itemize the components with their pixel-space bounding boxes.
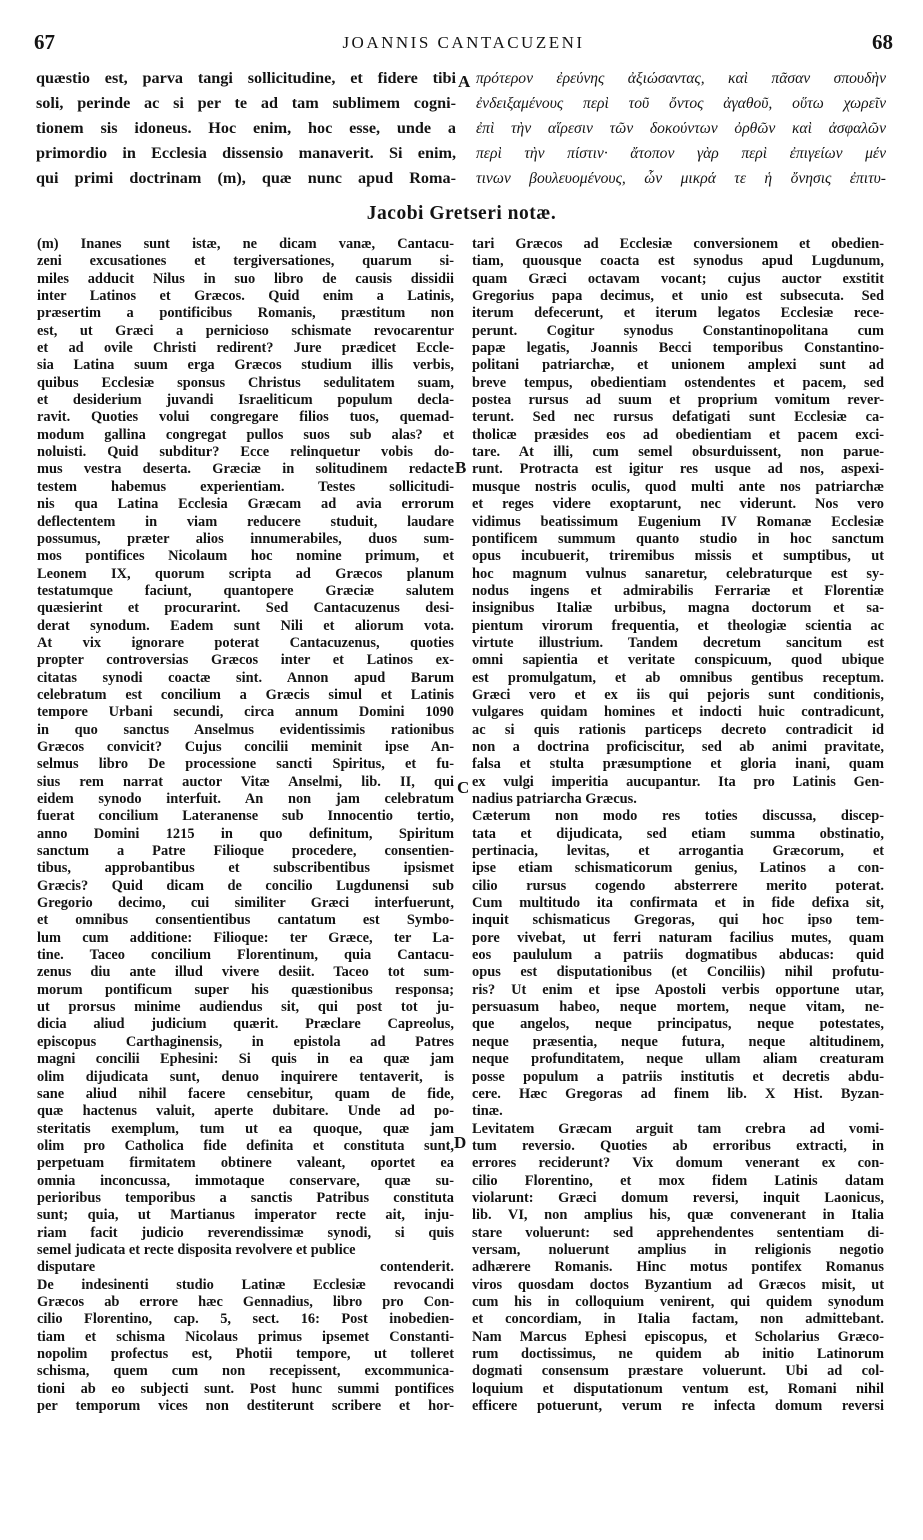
text-line: pore vivebat, ut ferri naturam facilius mutes, quam xyxy=(472,929,884,946)
text-line: non a doctrina proficiscitur, sed ab animi pravitate, xyxy=(472,738,884,755)
text-line: loquium et disputationum ventum est, Romani nihil xyxy=(472,1380,884,1397)
text-line: pontificem summum quanto studio in hoc sanctum xyxy=(472,530,884,547)
text-line: pientum virorum frequentia, et theologiæ scientia ac xyxy=(472,617,884,634)
text-line: tionem sis idoneus. Hoc enim, hoc esse, unde a xyxy=(36,119,456,137)
text-line: et ad ovile Christi redirent? Jure prædicet Eccle- xyxy=(37,340,454,357)
text-line: politani patriarchæ, et unionem amplexi sunt ad xyxy=(472,357,884,374)
text-line: schisma, quem cum non recepissent, excommunica- xyxy=(37,1363,454,1380)
page-number-right: 68 xyxy=(872,30,893,54)
text-line: postea rursus ad suum et proprium vomitum rever- xyxy=(472,392,884,409)
text-line: testem habemus experientiam. Testes sollicitudi- xyxy=(37,478,454,495)
text-line: zeni excusationes et tergiversationes, quarum si- xyxy=(37,253,454,270)
margin-letter-d: D xyxy=(454,1133,467,1152)
page-header xyxy=(34,30,893,60)
text-line: propter controversias Græcos inter et Latinos ex- xyxy=(37,652,454,669)
text-line: τινων βουλευομένους, ὧν μικρά τε ἡ ὄνησις ἐπιτυ- xyxy=(476,170,886,187)
text-line: lib. VI, non amplius his, quæ convenerant in Italia xyxy=(472,1207,884,1224)
text-line: tholicæ præsides eos ad obedientiam et pacem exci- xyxy=(472,426,884,443)
text-line: pertinacia, levitas, et arrogantia Græcorum, et xyxy=(472,843,884,860)
text-line: eos paululum a patriis dogmatibus abducas: quid xyxy=(472,947,884,964)
text-line: terunt. Sed nec rursus defatigati sunt Ecclesiæ ca- xyxy=(472,409,884,426)
text-line: vulgares quidam homines et indocti huic contradicunt, xyxy=(472,704,884,721)
text-line: efficere potuerunt, verum re infecta domum reversi xyxy=(472,1398,884,1415)
text-line: ἐνδειξαμένους περὶ τοῦ ὄντος ἀγαθοῦ, οὕτω χωρεῖν xyxy=(476,95,886,112)
text-line: tempore Urbani secundi, circa annum Domini 1090 xyxy=(37,704,454,721)
text-line: dicia aliud judicium quærit. Præclare Capreolus, xyxy=(37,1016,454,1033)
text-line: breve tempus, obedientiam ostendentes et pacem, sed xyxy=(472,374,884,391)
text-line: ἐπὶ τὴν αἵρεσιν τῶν δοκούντων ὀρθῶν καὶ ἀσφαλῶν xyxy=(476,120,886,137)
text-line: sia Latina suum erga Græcos studium illis verbis, xyxy=(37,357,454,374)
text-line: Nam Marcus Ephesi episcopus, et Scholarius Græco- xyxy=(472,1328,884,1345)
text-line: ravit. Quoties volui congregare filios tuos, quemad- xyxy=(37,409,454,426)
text-line: persuasum habeo, neque mortem, neque vitam, ne- xyxy=(472,999,884,1016)
text-line: quæsierint et procurarint. Sed Cantacuzenus desi- xyxy=(37,600,454,617)
text-line: inquit schismaticus Gregoras, qui hoc ipso tem- xyxy=(472,912,884,929)
text-line: derat synodum. Eadem sunt Nili et aliorum vota. xyxy=(37,617,454,634)
text-line: quæ hactenus valuit, aperte dubitare. Unde ad po- xyxy=(37,1103,454,1120)
text-line: in quo sanctus Anselmus evidentissimis rationibus xyxy=(37,721,454,738)
text-line: celebratum est concilium a Græcis simul et Latinis xyxy=(37,686,454,703)
text-line: ac si quis rationis particeps decreto contradicit id xyxy=(472,721,884,738)
text-line: virtute illustrium. Tandem decretum sancitum est xyxy=(472,634,884,651)
text-line: olim dijudicata sunt, denuo inquirere tentaverit, is xyxy=(37,1068,454,1085)
text-line: per temporum vices non destiterunt scribere et hor- xyxy=(37,1398,454,1415)
text-line: nadius patriarcha Græcus. xyxy=(472,791,637,807)
text-line: cilio Florentino, cap. 5, sect. 16: Post inobedien- xyxy=(37,1311,454,1328)
text-line: tum reversio. Quoties ab erroribus extracti, in xyxy=(472,1137,884,1154)
text-line: Leonem IX, quorum scripta ad Græcos planum xyxy=(37,565,454,582)
notes-heading: Jacobi Gretseri notæ. xyxy=(366,203,557,224)
text-line: cilio rursus cogendo absterrere merito poterat. xyxy=(472,877,884,894)
text-line: que angelos, neque principatus, neque potestates, xyxy=(472,1016,884,1033)
text-line: musque nostris oculis, quod multi ante nos patriarchæ xyxy=(472,478,884,495)
text-line: violarunt: Græci domum reversi, inquit Laonicus, xyxy=(472,1189,884,1206)
text-line: opus incubuerit, triremibus missis et sumptibus, ut xyxy=(472,548,884,565)
text-line: dogmati consensum præstare voluerunt. Ubi ad col- xyxy=(472,1363,884,1380)
text-line: tioni ab eo subjecti sunt. Post hunc summi pontifices xyxy=(37,1380,454,1397)
text-line: cum his in colloquium venirent, qui quidem synodum xyxy=(472,1293,884,1310)
text-line: adhærere Romanis. Hinc motus pontifex Romanus xyxy=(472,1259,884,1276)
notes-column-right xyxy=(472,236,884,1415)
text-line: (m) Inanes sunt istæ, ne dicam vanæ, Cantacu- xyxy=(37,236,454,252)
text-line: ex vulgi imperitia aucupantur. Ita pro Latinis Gen- xyxy=(472,773,884,790)
text-line: Gregorius papa decimus, et unio est subsecuta. Sed xyxy=(472,288,884,305)
text-line: lum cum additione: Filioque: ter Græce, ter La- xyxy=(37,929,454,946)
text-line: episcopus Carthaginensis, in epistola ad Patres xyxy=(37,1033,454,1050)
text-line: et omnibus consentientibus cantatum est Symbo- xyxy=(37,912,454,929)
text-line: primordio in Ecclesia dissensio manaverit. Si enim, xyxy=(36,144,456,162)
text-line: At vix ignorare poterat Cantacuzenus, quoties xyxy=(37,634,454,651)
text-line: inter Latinos et Græcos. Quid enim a Latinis, xyxy=(37,288,454,305)
text-line: quæstio est, parva tangi sollicitudine, et fidere tibi xyxy=(36,69,456,87)
text-line: falsa et stulta præsumptione et gloria inani, quam xyxy=(472,756,884,773)
text-line: ris? Ut enim et ipse Apostoli verbis opportune utar, xyxy=(472,981,884,998)
text-line: insignibus Italiæ urbibus, magna doctorum et sa- xyxy=(472,600,884,617)
greek-text-column xyxy=(476,66,886,191)
text-line: tari Græcos ad Ecclesiæ conversionem et obedien- xyxy=(472,236,884,252)
text-line: eidem synodo interfuit. An non jam celebratum xyxy=(37,791,454,807)
text-line: De indesinenti studio Latinæ Ecclesiæ revocandi xyxy=(37,1276,454,1293)
text-line: neque præsentia, neque futura, neque altitudinem, xyxy=(472,1033,884,1050)
text-line: et desiderium juvandi Israeliticum populum decla- xyxy=(37,392,454,409)
text-line: sius rem narrat auctor Vitæ Anselmi, lib. II, qui xyxy=(37,773,454,790)
text-line: anno Domini 1215 in quo definitum, Spiritum xyxy=(37,825,454,842)
text-line: omni sapientia et veritate conspicuum, quod ubique xyxy=(472,652,884,669)
text-line: nis qua Latina Ecclesia Græcam ad avia errorum xyxy=(37,496,454,513)
latin-text-column xyxy=(36,66,456,191)
text-line: tare. At illi, cum semel obsurduissent, non parue- xyxy=(472,444,884,461)
text-line: morum pontificum super his quæstionibus responsa; xyxy=(37,981,454,998)
text-line: et concordiam, in Italia factam, non admittebant. xyxy=(472,1311,884,1328)
text-line: possumus, præter alios innumerabiles, duos sum- xyxy=(37,530,454,547)
margin-letter-c: C xyxy=(457,778,470,797)
text-line: neque profunditatem, neque ullam aliam creaturam xyxy=(472,1051,884,1068)
text-line: magni concilii Ephesini: Si quis in ea quæ jam xyxy=(37,1051,454,1068)
text-line: citatas synodi coactæ sint. Annon apud Barum xyxy=(37,669,454,686)
text-line: papæ legatis, Joannis Becci temporibus Constantino- xyxy=(472,340,884,357)
text-line: modum gallina congregat pullos suos sub alas? et xyxy=(37,426,454,443)
text-line: soli, perinde ac si per te ad tam sublimem cogni- xyxy=(36,94,456,112)
text-line: vidimus beatissimum Eugenium IV Romanæ Ecclesiæ xyxy=(472,513,884,530)
text-line: πρότερον ἐρεύνης ἀξιώσαντας, καὶ πᾶσαν σπουδὴν xyxy=(476,70,886,87)
text-line: versam, noluerunt amplius in religionis negotio xyxy=(472,1241,884,1258)
text-line: posse populum a patriis institutis et decretis abdu- xyxy=(472,1068,884,1085)
text-line: zenus diu ante illud vivere desiit. Taceo tot sum- xyxy=(37,964,454,981)
text-line: nodus ingens et admirabilis Ferrariæ et Florentiæ xyxy=(472,582,884,599)
text-line: Cæterum non modo res toties discussa, discep- xyxy=(472,808,884,825)
text-line: est promulgatum, et ab omnibus gentibus receptum. xyxy=(472,669,884,686)
text-line: tata et dijudicata, sed etiam summa obstinatio, xyxy=(472,825,884,842)
text-line: perunt. Cogitur synodus Constantinopolitana cum xyxy=(472,322,884,339)
text-line: qui primi doctrinam (m), quæ nunc apud Roma- xyxy=(36,169,456,187)
running-title: JOANNIS CANTACUZENI xyxy=(342,33,585,52)
text-line: tiam, quousque coacta est synodus apud Lugdunum, xyxy=(472,253,884,270)
text-line: perpetuam firmitatem obtinere valeant, oportet ea xyxy=(37,1155,454,1172)
text-line: omnia inconcussa, immotaque conservare, quæ su- xyxy=(37,1172,454,1189)
text-line: stare voluerunt: sed apprehendentes sententiam di- xyxy=(472,1224,884,1241)
text-line: opus est disputationibus (et Conciliis) nihil profutu- xyxy=(472,964,884,981)
text-line: mos pontifices Nicolaum hoc nomine primum, et xyxy=(37,548,454,565)
text-line: tinæ. xyxy=(472,1103,503,1120)
text-line: sanctum a Patre Filioque procedere, consentien- xyxy=(37,843,454,860)
text-line: tine. Taceo concilium Florentinum, quia Cantacu- xyxy=(37,947,454,964)
text-line: miles adducit Nilus in suo libro de causis dissidii xyxy=(37,270,454,287)
text-line: hoc magnum vulnus sanaretur, celebraturque est sy- xyxy=(472,565,884,582)
text-line: præsertim a pontificibus Romanis, præstitum non xyxy=(37,305,454,322)
text-line: rum doctissimus, ne quidem ab initio Latinorum xyxy=(472,1346,884,1362)
text-line: Græcis? Quid dicam de concilio Lugdunensi sub xyxy=(37,877,454,894)
text-line: quam Græci octavam vocant; cujus auctor exstitit xyxy=(472,270,884,287)
text-line: Græcos convicit? Cujus concilii meminit ipse An- xyxy=(37,738,454,755)
text-line: Levitatem Græcam arguit tam crebra ad vomi- xyxy=(472,1120,884,1137)
text-line: semel judicata et recte disposita revolvere et publice xyxy=(37,1241,356,1258)
text-line: disputare contenderit. xyxy=(37,1259,454,1276)
margin-letter-a: A xyxy=(458,72,471,91)
text-line: Gregorio decimo, cui similiter Græci interfuerunt, xyxy=(37,895,454,912)
text-line: fuerat concilium Lateranense sub Innocentio tertio, xyxy=(37,808,454,825)
text-line: mus vestra deserta. Græciæ in solitudinem redacte xyxy=(37,461,454,478)
text-line: cilio Florentino, et mox fidem Latinis datam xyxy=(472,1172,884,1189)
text-line: testatumque faciunt, quantopere Græciæ salutem xyxy=(37,582,454,599)
text-line: περὶ τὴν πίστιν· ἄτοπον γὰρ περὶ ἐπιγείων μέν xyxy=(476,145,886,162)
text-line: olim pro Catholica fide definita et constituta sunt, xyxy=(37,1137,454,1154)
text-line: Græcos ab errore hæc Gennadius, libro pro Con- xyxy=(37,1293,454,1310)
text-line: tiam et schisma Nicolaus primus ipsemet Constanti- xyxy=(37,1328,454,1345)
text-line: runt. Protracta est igitur res usque ad nos, aspexi- xyxy=(472,461,884,478)
text-line: errores reciderunt? Vix domum venerant ex con- xyxy=(472,1155,884,1172)
text-line: sunt; quia, ut Martianus imperator recte ait, inju- xyxy=(37,1207,454,1224)
notes-column-left xyxy=(37,236,454,1415)
margin-letter-b: B xyxy=(455,458,467,477)
text-line: sane aliud nihil facere censebitur, quam de fide, xyxy=(37,1085,454,1102)
text-line: Græci vero et ex iis qui pejoris sunt conditionis, xyxy=(472,686,884,703)
text-line: quibus Ecclesiæ sponsus Christus sedulitatem suam, xyxy=(37,374,454,391)
text-line: ipse etiam schismaticorum genius, Latinos a con- xyxy=(472,860,884,877)
text-line: ut prorsus minime audiendus sit, qui post tot ju- xyxy=(37,999,454,1016)
text-line: Cum multitudo ita confirmata et in fide defixa sit, xyxy=(472,895,884,912)
text-line: steritatis exemplum, tum ut ea quoque, quæ jam xyxy=(37,1120,454,1137)
text-line: est, ut Græci a pernicioso schismate revocarentur xyxy=(37,322,454,339)
text-line: et reges videre exoptarunt, nec viderunt. Nos vero xyxy=(472,496,884,513)
text-line: tibus, approbantibus et subscribentibus ipsismet xyxy=(37,860,454,877)
text-line: noluisti. Quid subditur? Ecce relinquetur vobis do- xyxy=(37,444,454,461)
text-line: nopolim profectus est, Photii tempore, ut tolleret xyxy=(37,1346,454,1362)
text-line: iterum defecerunt, et iterum legatos Ecclesiæ rece- xyxy=(472,305,884,322)
text-line: riam facit judicio reverendissimæ synodi, si quis xyxy=(37,1224,454,1241)
text-line: selmus libro De processione sancti Spiritus, et fu- xyxy=(37,756,454,773)
text-line: deflectentem in viam reducere studuit, laudare xyxy=(37,513,454,530)
text-line: viros quosdam doctos Byzantium ad Græcos misit, ut xyxy=(472,1276,884,1293)
page-number-left: 67 xyxy=(34,30,55,54)
text-line: perioribus temporibus a sanctis Patribus constituta xyxy=(37,1189,454,1206)
text-line: cere. Hæc Gregoras ad finem lib. X Hist. Byzan- xyxy=(472,1085,884,1102)
